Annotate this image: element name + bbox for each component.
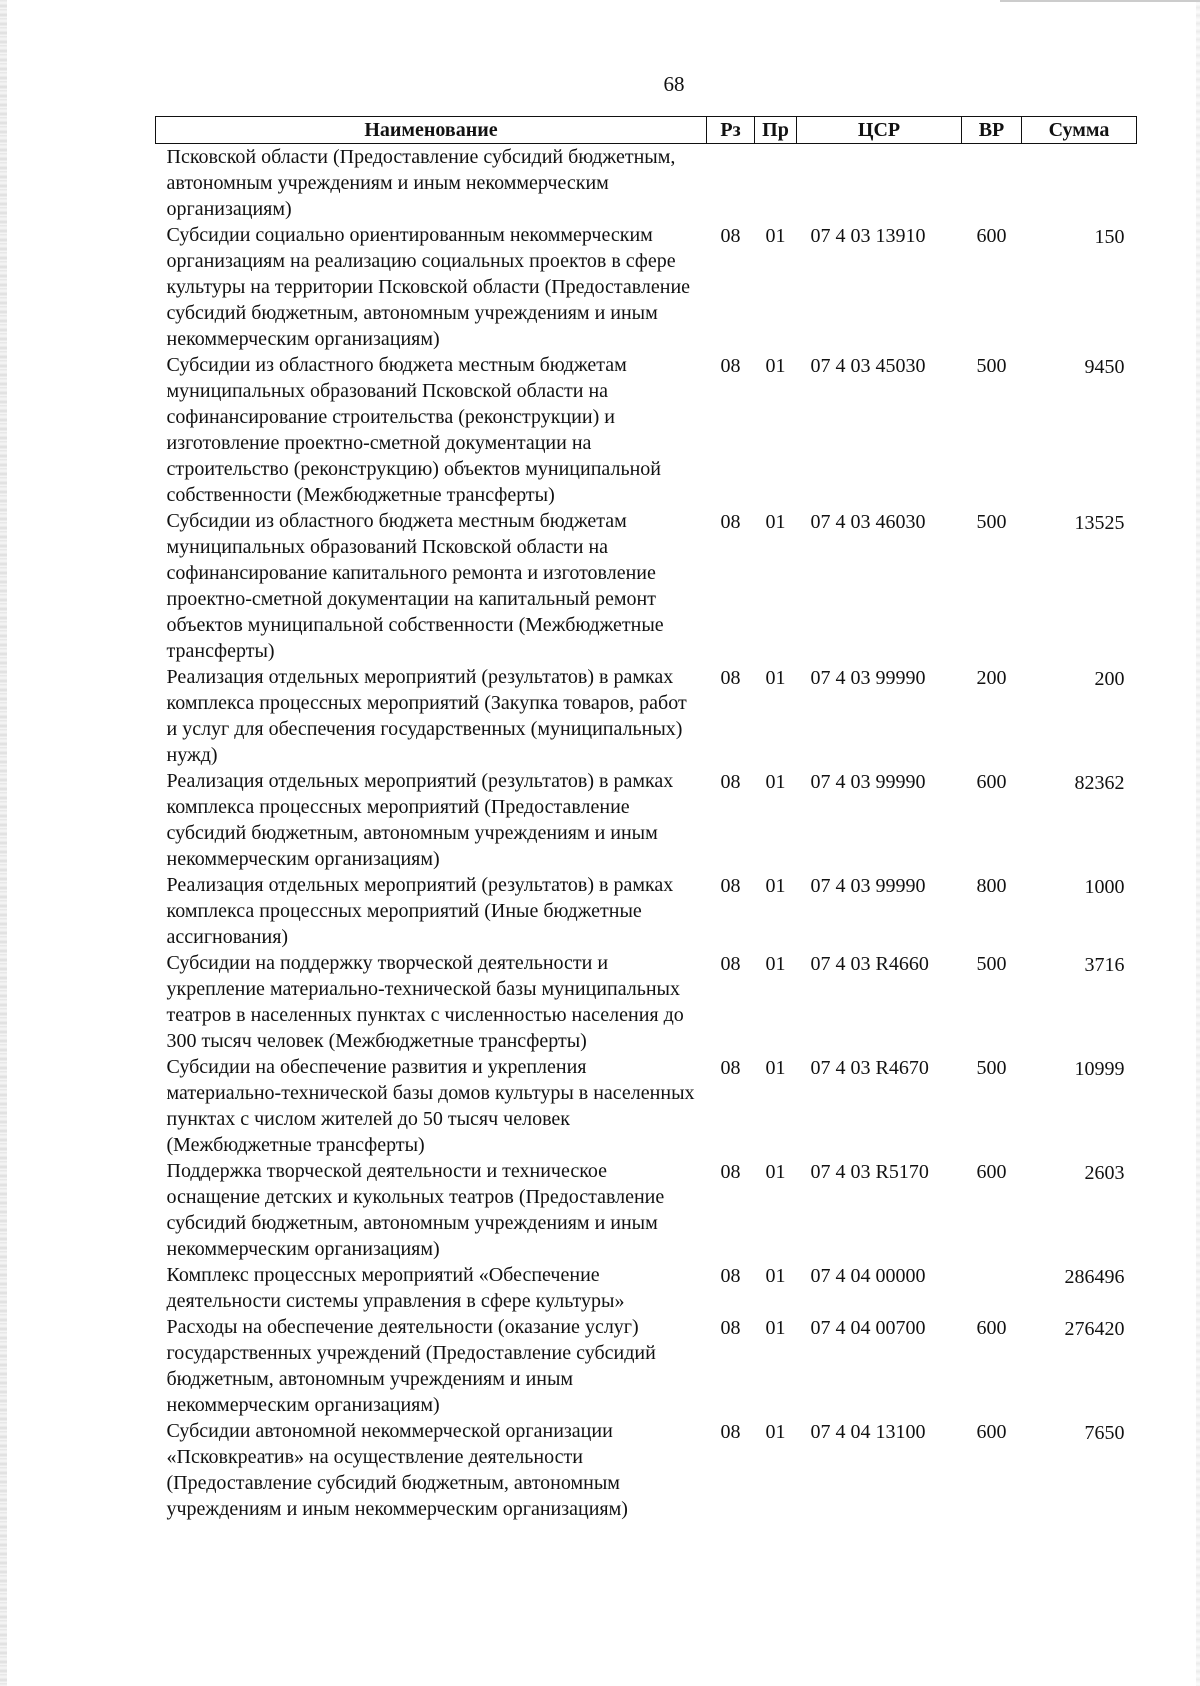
header-row — [156, 117, 1137, 144]
row-sum — [1022, 144, 1137, 223]
row-vr: 600 — [976, 1421, 1007, 1443]
row-pr: 01 — [765, 875, 786, 897]
table-row — [156, 1262, 1137, 1314]
row-sum: 150 — [1094, 226, 1125, 248]
row-name: Субсидии из областного бюджета местным бюджетам муниципальных образований Псковской области на софинансирование строительства (реконструкции) и изготовление проектно-сметной документации на строительство (реконструкцию) объектов муниципальной собственности (Межбюджетные трансферты) — [166, 354, 661, 506]
row-name: Субсидии социально ориентированным некоммерческим организациям на реализацию социальных проектов в сфере культуры на территории Псковской области (Предоставление субсидий бюджетным, автономным учреждениям и иным некоммерческим организациям) — [166, 224, 691, 350]
row-name: Реализация отдельных мероприятий (результатов) в рамках комплекса процессных мероприятий (Закупка товаров, работ и услуг для обеспечения государственных (муниципальных) нужд) — [166, 666, 687, 766]
row-rz: 08 — [720, 1161, 741, 1183]
row-rz: 08 — [720, 953, 741, 975]
row-pr: 01 — [765, 1161, 786, 1183]
row-rz: 08 — [720, 1057, 741, 1079]
table-row — [156, 1418, 1137, 1522]
row-pr — [755, 144, 797, 223]
row-pr: 01 — [765, 355, 786, 377]
scan-edge-right — [1196, 0, 1200, 1686]
page-number: 68 — [663, 72, 685, 96]
row-rz: 08 — [720, 511, 741, 533]
row-vr: 800 — [976, 875, 1007, 897]
row-csr: 07 4 04 00000 — [810, 1265, 926, 1287]
header-csr: ЦСР — [797, 117, 962, 144]
row-pr: 01 — [765, 225, 786, 247]
row-csr: 07 4 04 00700 — [810, 1317, 926, 1339]
table-row — [156, 352, 1137, 508]
row-csr: 07 4 03 R4670 — [810, 1057, 929, 1079]
table-row — [156, 768, 1137, 872]
row-vr: 600 — [976, 1317, 1007, 1339]
header-vr: ВР — [962, 117, 1022, 144]
row-name: Субсидии из областного бюджета местным бюджетам муниципальных образований Псковской области на софинансирование капитального ремонта и изготовление проектно-сметной документации на капитальный ремонт объектов муниципальной собственности (Межбюджетные трансферты) — [166, 510, 664, 662]
row-name: Субсидии автономной некоммерческой организации «Псковкреатив» на осуществление деятельности (Предоставление субсидий бюджетным, автономным учреждениям и иным некоммерческим организациям) — [166, 1420, 628, 1520]
row-name: Расходы на обеспечение деятельности (оказание услуг) государственных учреждений (Предоставление субсидий бюджетным, автономным учреждениям и иным некоммерческим организациям) — [166, 1316, 656, 1416]
row-rz: 08 — [720, 225, 741, 247]
row-pr: 01 — [765, 667, 786, 689]
scan-top-line — [1000, 0, 1200, 2]
row-csr: 07 4 03 99990 — [810, 875, 926, 897]
row-vr: 600 — [976, 771, 1007, 793]
row-pr: 01 — [765, 771, 786, 793]
row-csr: 07 4 03 99990 — [810, 771, 926, 793]
row-csr: 07 4 03 46030 — [810, 511, 926, 533]
row-rz: 08 — [720, 1265, 741, 1287]
row-rz: 08 — [720, 667, 741, 689]
row-sum: 82362 — [1074, 772, 1125, 794]
row-vr: 500 — [976, 355, 1007, 377]
row-sum: 7650 — [1084, 1422, 1125, 1444]
table-header — [156, 117, 1137, 144]
table-row — [156, 664, 1137, 768]
row-name: Поддержка творческой деятельности и техническое оснащение детских и кукольных театров (Предоставление субсидий бюджетным, автономным учреждениям и иным некоммерческим организациям) — [166, 1160, 665, 1260]
row-csr — [797, 144, 962, 223]
row-pr: 01 — [765, 511, 786, 533]
row-pr: 01 — [765, 1265, 786, 1287]
row-rz: 08 — [720, 771, 741, 793]
row-csr: 07 4 03 R5170 — [810, 1161, 929, 1183]
table-row — [156, 1314, 1137, 1418]
row-pr: 01 — [765, 1057, 786, 1079]
row-vr: 200 — [976, 667, 1007, 689]
row-rz: 08 — [720, 355, 741, 377]
row-name: Комплекс процессных мероприятий «Обеспечение деятельности системы управления в сфере культуры» — [166, 1264, 625, 1312]
row-pr: 01 — [765, 1317, 786, 1339]
table-row — [156, 872, 1137, 950]
table-row — [156, 950, 1137, 1054]
header-rz: Рз — [707, 117, 755, 144]
row-sum: 200 — [1094, 668, 1125, 690]
row-vr: 500 — [976, 1057, 1007, 1079]
row-csr: 07 4 03 13910 — [810, 225, 926, 247]
row-rz — [707, 144, 755, 223]
row-rz: 08 — [720, 875, 741, 897]
row-sum: 1000 — [1084, 876, 1125, 898]
row-vr — [962, 144, 1022, 223]
row-pr: 01 — [765, 1421, 786, 1443]
row-sum: 13525 — [1074, 512, 1125, 534]
row-csr: 07 4 03 45030 — [810, 355, 926, 377]
row-name: Реализация отдельных мероприятий (результатов) в рамках комплекса процессных мероприятий (Предоставление субсидий бюджетным, автономным учреждениям и иным некоммерческим организациям) — [166, 770, 674, 870]
row-pr: 01 — [765, 953, 786, 975]
row-csr: 07 4 03 99990 — [810, 667, 926, 689]
row-sum: 276420 — [1064, 1318, 1125, 1340]
table-body — [156, 144, 1137, 1523]
budget-table — [155, 116, 1137, 1522]
row-name: Субсидии на поддержку творческой деятельности и укрепление материально-технической базы муниципальных театров в населенных пунктах с численностью населения до 300 тысяч человек (Межбюджетные трансферты) — [166, 952, 684, 1052]
header-sum: Сумма — [1022, 117, 1137, 144]
row-rz: 08 — [720, 1421, 741, 1443]
table-row — [156, 1054, 1137, 1158]
row-rz: 08 — [720, 1317, 741, 1339]
header-pr: Пр — [755, 117, 797, 144]
table-row — [156, 508, 1137, 664]
table-row — [156, 144, 1137, 223]
row-vr: 600 — [976, 1161, 1007, 1183]
table-row — [156, 222, 1137, 352]
scan-edge-left — [0, 0, 7, 1686]
row-vr: 500 — [976, 953, 1007, 975]
row-sum: 9450 — [1084, 356, 1125, 378]
row-name: Псковской области (Предоставление субсидий бюджетным, автономным учреждениям и иным некоммерческим организациям) — [166, 146, 676, 220]
row-sum: 2603 — [1084, 1162, 1125, 1184]
row-vr: 600 — [976, 225, 1007, 247]
header-name: Наименование — [156, 117, 707, 144]
row-sum: 10999 — [1074, 1058, 1125, 1080]
row-vr — [962, 1262, 1022, 1314]
row-csr: 07 4 03 R4660 — [810, 953, 929, 975]
row-sum: 286496 — [1064, 1266, 1125, 1288]
row-name: Субсидии на обеспечение развития и укрепления материально-технической базы домов культуры в населенных пунктах с числом жителей до 50 тысяч человек (Межбюджетные трансферты) — [166, 1056, 695, 1156]
row-sum: 3716 — [1084, 954, 1125, 976]
table-row — [156, 1158, 1137, 1262]
row-name: Реализация отдельных мероприятий (результатов) в рамках комплекса процессных мероприятий (Иные бюджетные ассигнования) — [166, 874, 674, 948]
row-vr: 500 — [976, 511, 1007, 533]
row-csr: 07 4 04 13100 — [810, 1421, 926, 1443]
